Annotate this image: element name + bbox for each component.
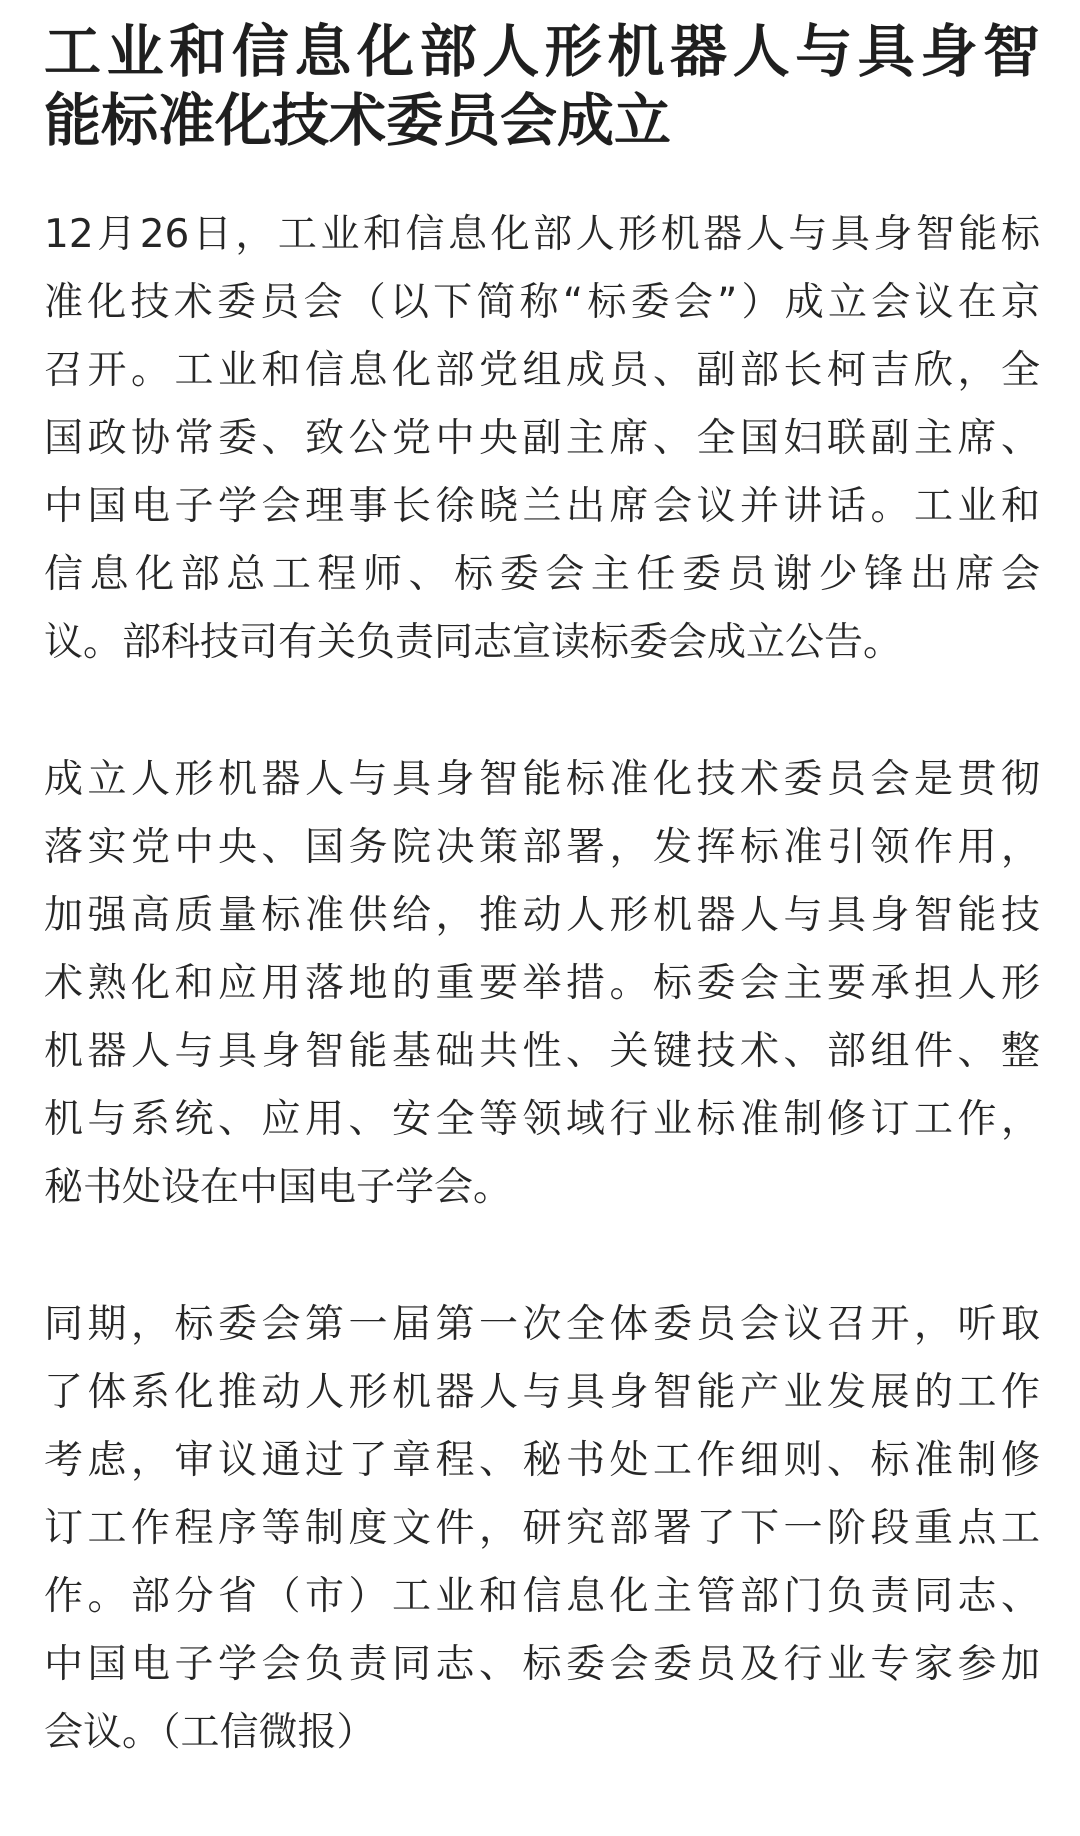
text-line: 考虑，审议通过了章程、秘书处工作细则、标准制修 [44,1438,1040,1483]
text-line: 同期，标委会第一届第一次全体委员会议召开，听取 [44,1302,1040,1347]
article-body [44,201,1040,1836]
text-line: 加强高质量标准供给，推动人形机器人与具身智能技 [44,893,1040,938]
title-line: 能标准化技术委员会成立 [44,88,671,154]
text-line: 中国电子学会负责同志、标委会委员及行业专家参加 [44,1642,1040,1687]
text-line: 了体系化推动人形机器人与具身智能产业发展的工作 [44,1370,1040,1415]
text-line: 国政协常委、致公党中央副主席、全国妇联副主席、 [44,416,1040,461]
title-line: 工业和信息化部人形机器人与具身智 [44,19,1040,85]
text-line: 中国电子学会理事长徐晓兰出席会议并讲话。工业和 [44,484,1040,529]
text-line: 成立人形机器人与具身智能标准化技术委员会是贯彻 [44,757,1040,802]
text-line: 订工作程序等制度文件，研究部署了下一阶段重点工 [44,1506,1040,1551]
text-line: 作。部分省（市）工业和信息化主管部门负责同志、 [44,1574,1040,1619]
text-line: 会议。（工信微报） [44,1710,376,1755]
text-line: 落实党中央、国务院决策部署，发挥标准引领作用， [44,825,1040,870]
text-line: 议。部科技司有关负责同志宣读标委会成立公告。 [44,620,903,665]
text-line: 机器人与具身智能基础共性、关键技术、部组件、整 [44,1029,1040,1074]
text-line: 12月26日，工业和信息化部人形机器人与具身智能标 [44,212,1040,257]
text-line: 术熟化和应用落地的重要举措。标委会主要承担人形 [44,961,1040,1006]
paragraph [44,201,1040,677]
article-title [44,18,1040,156]
paragraph [44,746,1040,1222]
text-line: 秘书处设在中国电子学会。 [44,1165,513,1210]
text-line: 召开。工业和信息化部党组成员、副部长柯吉欣，全 [44,348,1040,393]
text-line: 机与系统、应用、安全等领域行业标准制修订工作， [44,1097,1040,1142]
paragraph [44,1291,1040,1767]
text-line: 准化技术委员会（以下简称“标委会”）成立会议在京 [44,280,1040,325]
text-line: 信息化部总工程师、标委会主任委员谢少锋出席会 [44,552,1040,597]
